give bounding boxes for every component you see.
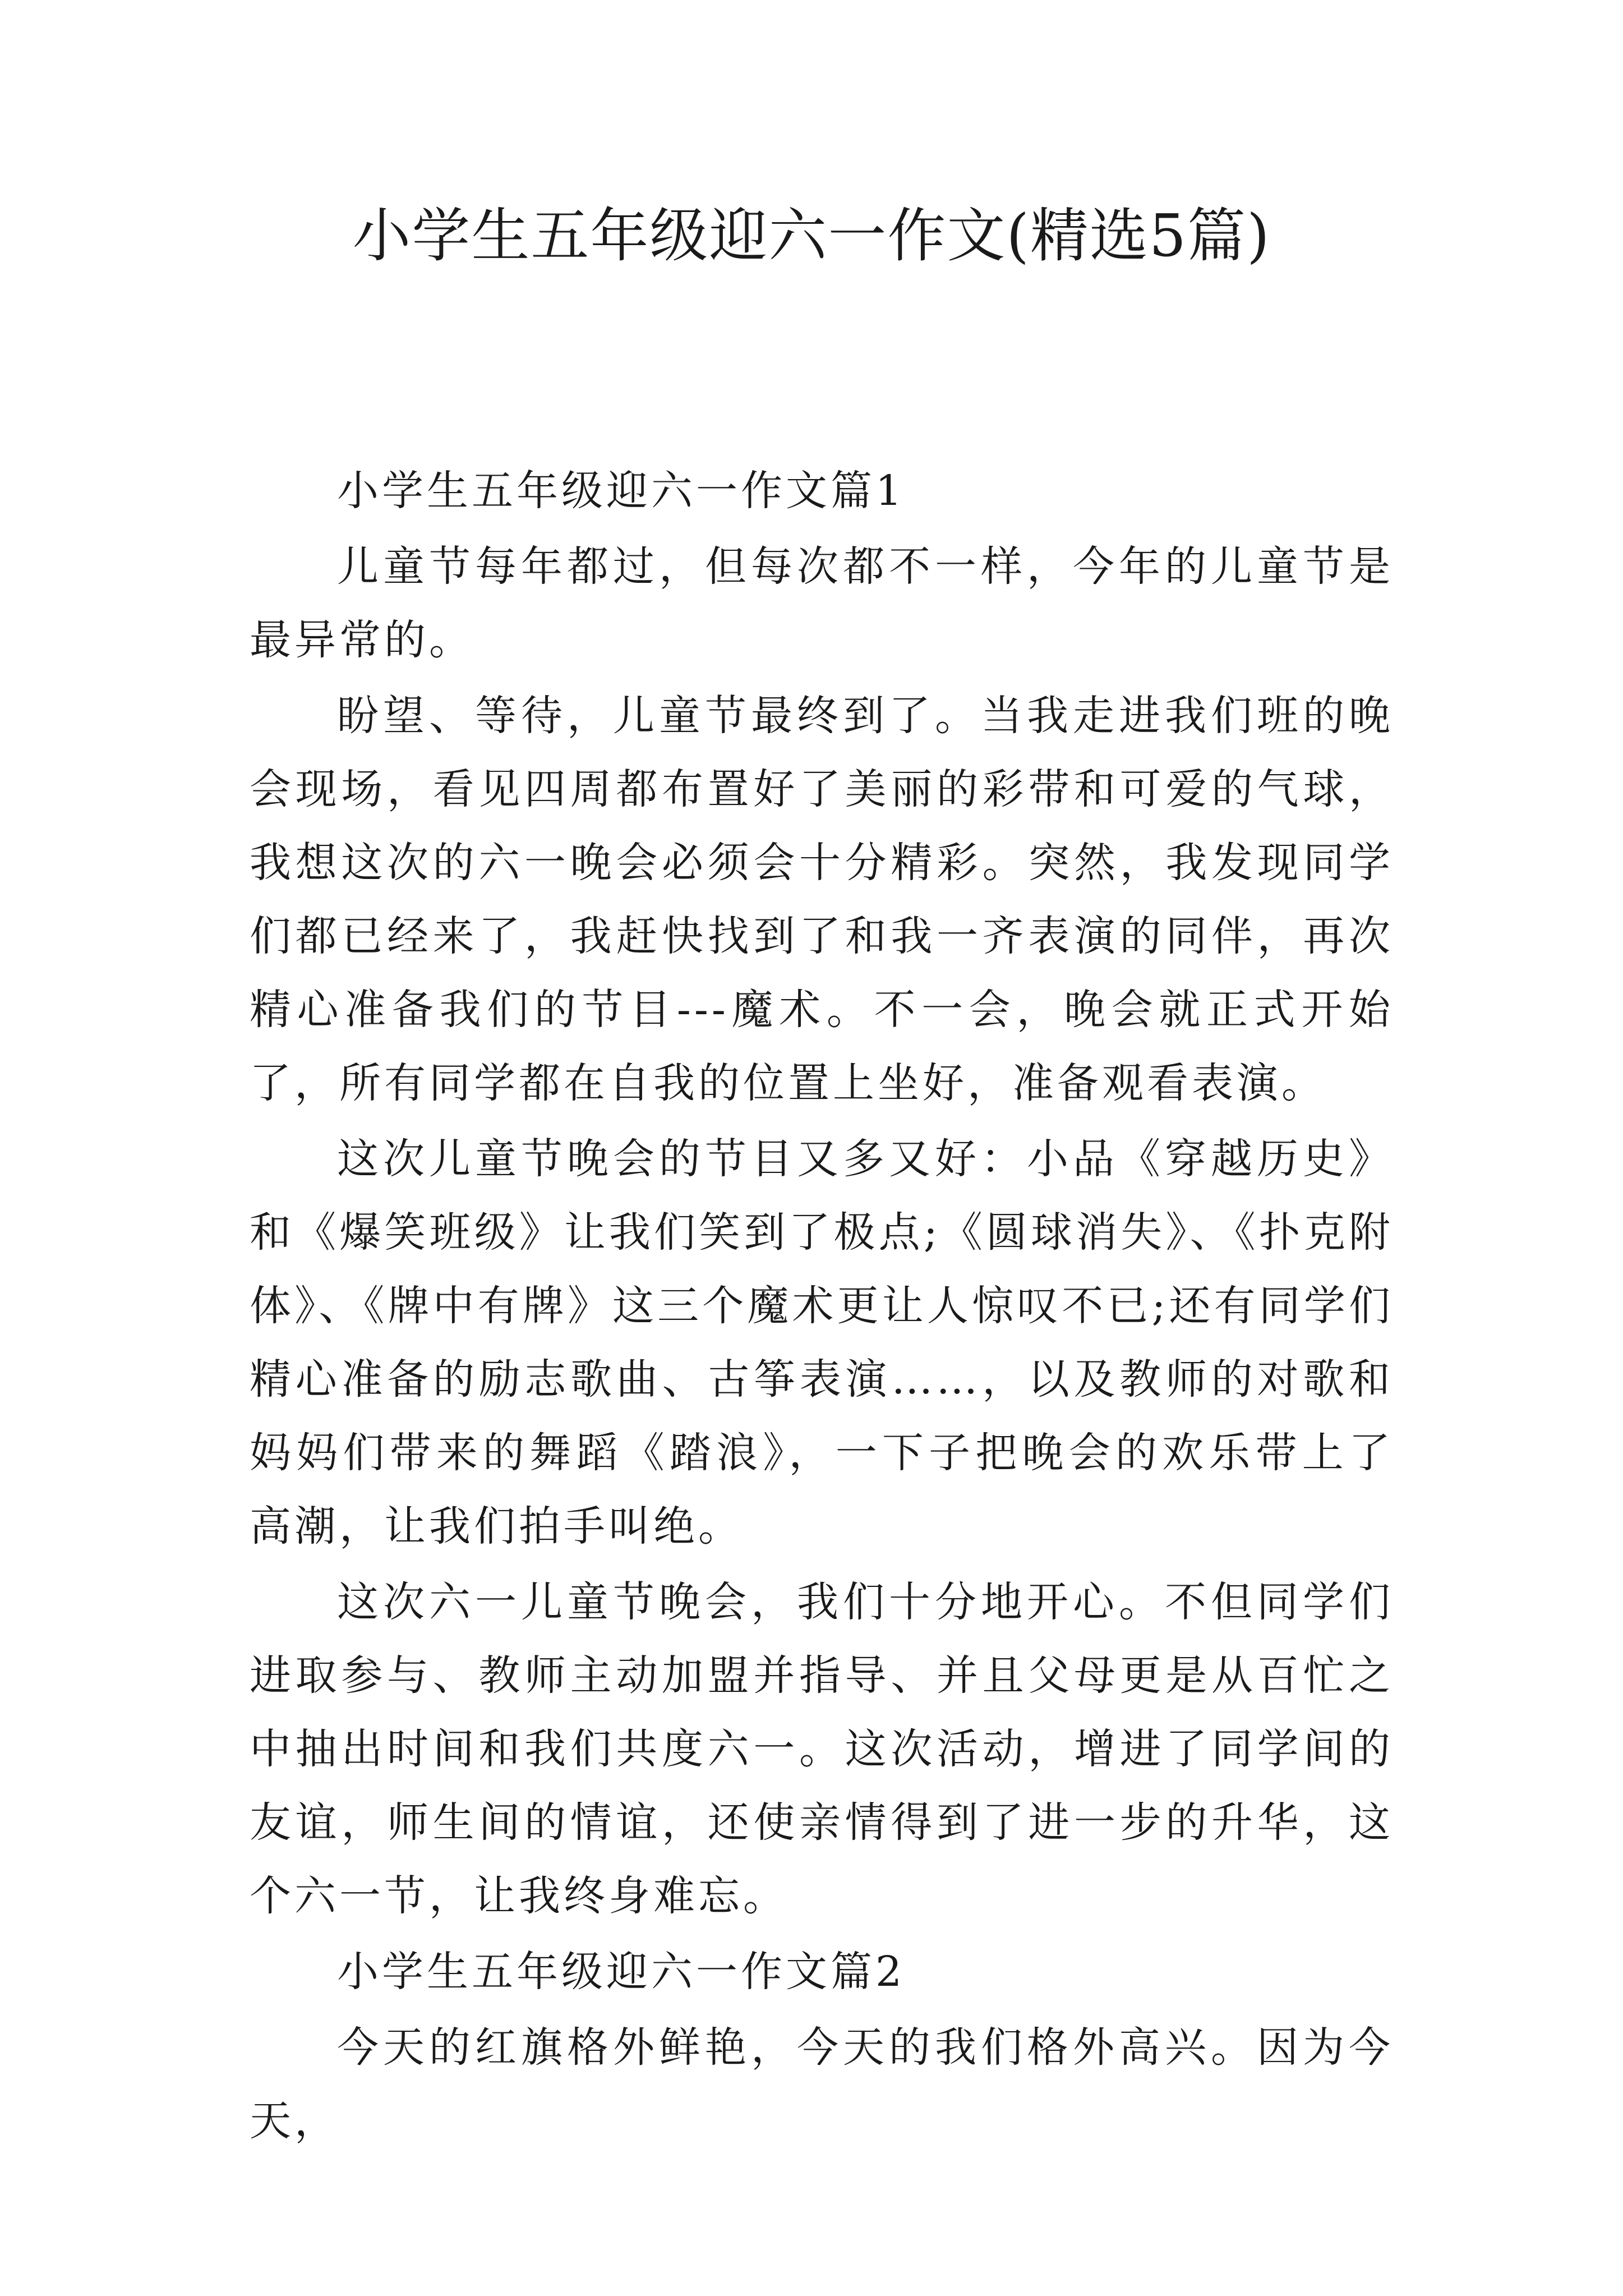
section-heading: 小学生五年级迎六一作文篇1 (337, 467, 906, 515)
paragraph: 儿童节每年都过，但每次都不一样，今年的儿童节是最异常的。 (250, 542, 1394, 664)
paragraph: 这次儿童节晚会的节目又多又好：小品《穿越历史》和《爆笑班级》让我们笑到了极点;《圆球消失》、《扑克附体》、《牌中有牌》这三个魔术更让人惊叹不已;还有同学们精心准备的励志歌曲、古筝表演……，以及教师的对歌和妈妈们带来的舞蹈《踏浪》，一下子把晚会的欢乐带上了高潮，让我们拍手叫绝。 (250, 1135, 1394, 1550)
document-title: 小学生五年级迎六一作文(精选5篇) (352, 201, 1271, 270)
paragraph: 今天的红旗格外鲜艳，今天的我们格外高兴。因为今天， (250, 2023, 1394, 2145)
section-heading: 小学生五年级迎六一作文篇2 (337, 1948, 906, 1996)
document-body (250, 454, 1394, 2160)
paragraph: 这次六一儿童节晚会，我们十分地开心。不但同学们进取参与、教师主动加盟并指导、并且父母更是从百忙之中抽出时间和我们共度六一。这次活动，增进了同学间的友谊，师生间的情谊，还使亲情得到了进一步的升华，这个六一节，让我终身难忘。 (250, 1578, 1394, 1920)
paragraph: 盼望、等待，儿童节最终到了。当我走进我们班的晚会现场，看见四周都布置好了美丽的彩带和可爱的气球，我想这次的六一晚会必须会十分精彩。突然，我发现同学们都已经来了，我赶快找到了和我一齐表演的同伴，再次精心准备我们的节目---魔术。不一会，晚会就正式开始了，所有同学都在自我的位置上坐好，准备观看表演。 (250, 692, 1394, 1107)
